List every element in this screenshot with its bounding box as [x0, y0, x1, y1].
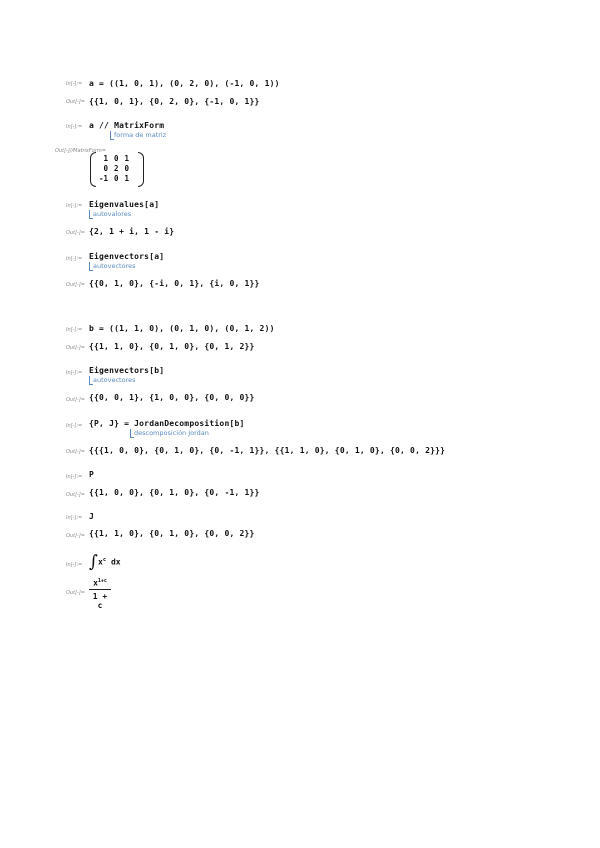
code-hint: descomposición Jordan: [134, 429, 209, 437]
input-code[interactable]: J: [89, 512, 95, 521]
input-code[interactable]: P: [89, 470, 95, 479]
output-label: Out[-]=: [66, 590, 85, 596]
fraction-output: [89, 578, 111, 610]
matrix-cell: 0: [114, 173, 119, 183]
matrix-row: [96, 163, 132, 173]
fraction-numerator: [89, 578, 111, 588]
input-code[interactable]: Eigenvalues[a]: [89, 200, 160, 209]
output-value: {2, 1 + i, 1 - i}: [89, 227, 175, 236]
numerator-base: x: [93, 578, 98, 588]
input-label: In[-]:=: [66, 256, 83, 262]
differential: dx: [110, 557, 121, 567]
output-value: {{{1, 0, 0}, {0, 1, 0}, {0, -1, 1}}, {{1, 1, 0}, {0, 1, 0}, {0, 0, 2}}}: [89, 446, 446, 455]
output-label: Out[-]=: [66, 99, 85, 105]
input-label: In[-]:=: [66, 515, 83, 521]
input-label: In[-]:=: [66, 81, 83, 87]
integral-sign: ∫: [89, 552, 98, 572]
input-label: In[-]:=: [66, 203, 83, 209]
matrix-cell: 1: [124, 153, 130, 163]
output-value: {{1, 0, 1}, {0, 2, 0}, {-1, 0, 1}}: [89, 97, 260, 106]
matrix-row: [96, 173, 132, 183]
matrix-cell: 0: [103, 163, 109, 173]
integrand-base: x: [98, 557, 103, 567]
right-paren: [138, 152, 144, 187]
output-label: Out[-]=: [66, 397, 85, 403]
matrix-output: [90, 152, 144, 186]
code-hint: forma de matriz: [114, 131, 167, 139]
input-code[interactable]: a // MatrixForm: [89, 121, 165, 130]
output-label: Out[-]=: [66, 533, 85, 539]
code-hint: autovectores: [93, 262, 136, 270]
matrix-cell: 1: [124, 173, 130, 183]
code-hint: autovectores: [93, 376, 136, 384]
matrix-row: [96, 153, 132, 163]
integrand-exponent: c: [102, 557, 107, 563]
input-code[interactable]: Eigenvectors[b]: [89, 366, 165, 375]
output-value: {{1, 1, 0}, {0, 1, 0}, {0, 1, 2}}: [89, 342, 255, 351]
fraction-denominator: 1 + c: [92, 592, 108, 610]
output-label: Out[-]=: [66, 492, 85, 498]
matrix-cell: 1: [103, 153, 109, 163]
output-label: Out[-]=: [66, 345, 85, 351]
output-value: {{0, 1, 0}, {-i, 0, 1}, {i, 0, 1}}: [89, 279, 260, 288]
input-label: In[-]:=: [66, 474, 83, 480]
matrix-table: [96, 153, 132, 183]
output-label: Out[-]//MatrixForm=: [55, 148, 106, 154]
input-label: In[-]:=: [66, 327, 83, 333]
input-label: In[-]:=: [66, 124, 83, 130]
numerator-exponent: 1+c: [97, 578, 107, 584]
input-label: In[-]:=: [66, 370, 83, 376]
input-label: In[-]:=: [66, 562, 83, 568]
input-label: In[-]:=: [66, 423, 83, 429]
matrix-cell: -1: [99, 173, 109, 183]
input-code[interactable]: {P, J} = JordanDecomposition[b]: [89, 419, 245, 428]
output-label: Out[-]=: [66, 449, 85, 455]
output-label: Out[-]=: [66, 282, 85, 288]
output-label: Out[-]=: [66, 230, 85, 236]
input-code[interactable]: Eigenvectors[a]: [89, 252, 165, 261]
fraction-bar: [89, 589, 111, 590]
input-code[interactable]: b = ((1, 1, 0), (0, 1, 0), (0, 1, 2)): [89, 324, 275, 333]
output-value: {{0, 0, 1}, {1, 0, 0}, {0, 0, 0}}: [89, 393, 255, 402]
code-hint: autovalores: [93, 210, 132, 218]
integrand: [98, 557, 121, 567]
input-code[interactable]: a = ((1, 0, 1), (0, 2, 0), (-1, 0, 1)): [89, 79, 280, 88]
matrix-cell: 2: [114, 163, 119, 173]
output-value: {{1, 1, 0}, {0, 1, 0}, {0, 0, 2}}: [89, 529, 255, 538]
matrix-cell: 0: [124, 163, 130, 173]
matrix-cell: 0: [114, 153, 119, 163]
output-value: {{1, 0, 0}, {0, 1, 0}, {0, -1, 1}}: [89, 488, 260, 497]
